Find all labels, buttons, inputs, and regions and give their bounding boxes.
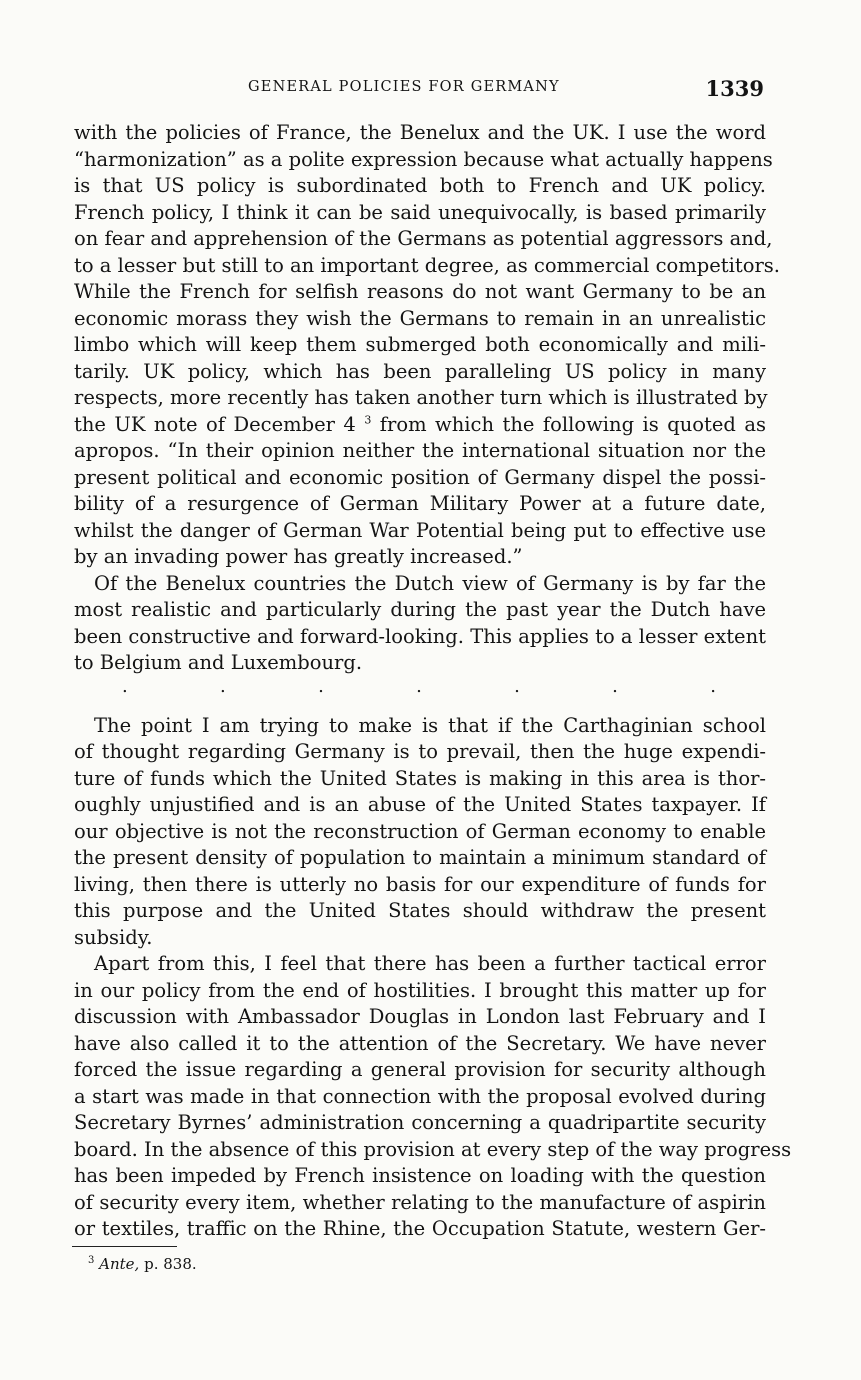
- text-line: most realistic and particularly during the past year the Dutch have: [74, 598, 766, 621]
- ellipsis-dot: .: [220, 675, 226, 697]
- footnote-marker: 3: [88, 1255, 95, 1266]
- text-line: limbo which will keep them submerged both economically and mili-: [74, 333, 766, 356]
- text-line: is that US policy is subordinated both to French and UK policy.: [74, 174, 766, 197]
- text-line: ture of funds which the United States is making in this area is thor-: [74, 766, 766, 790]
- ellipsis-dot: .: [514, 675, 520, 697]
- text-line: While the French for selfish reasons do not want Germany to be an: [74, 280, 766, 303]
- text-line: economic morass they wish the Germans to remain in an unrealistic: [74, 306, 766, 330]
- text-line: discussion with Ambassador Douglas in London last February and I: [74, 1005, 766, 1028]
- text-line: been constructive and forward-looking. This applies to a lesser extent: [74, 624, 766, 648]
- text-segment: from which the following is quoted as: [371, 412, 766, 436]
- text-line: a start was made in that connection with the proposal evolved during: [74, 1084, 766, 1108]
- footnote: [88, 1255, 197, 1273]
- text-line: respects, more recently has taken another turn which is illustrated by: [74, 386, 768, 409]
- ellipsis-dot: .: [122, 675, 128, 697]
- text-line: present political and economic position of Germany dispel the possi-: [74, 465, 766, 489]
- text-line: “harmonization” as a polite expression because what actually happens: [74, 147, 773, 171]
- text-line: on fear and apprehension of the Germans as potential aggressors and,: [74, 227, 773, 250]
- page-header: [0, 76, 861, 104]
- text-line: bility of a resurgence of German Military Power at a future date,: [74, 492, 766, 515]
- footnote-rule: [72, 1246, 177, 1247]
- text-line: with the policies of France, the Benelux and the UK. I use the word: [74, 121, 766, 144]
- paragraph-1: [74, 120, 780, 571]
- text-line: this purpose and the United States should withdraw the present: [74, 899, 766, 922]
- running-head: GENERAL POLICIES FOR GERMANY: [248, 79, 560, 95]
- text-line: our objective is not the reconstruction of German economy to enable: [74, 819, 766, 843]
- text-line: have also called it to the attention of the Secretary. We have never: [74, 1031, 766, 1055]
- ellipsis-dot: .: [416, 675, 422, 697]
- text-segment: the UK note of December 4: [74, 412, 356, 436]
- text-line: to a lesser but still to an important degree, as commercial competitors.: [74, 253, 780, 277]
- text-line: to Belgium and Luxembourg.: [74, 651, 363, 674]
- text-line: of security every item, whether relating to the manufacture of aspirin: [74, 1190, 766, 1214]
- text-line: the present density of population to maintain a minimum standard of: [74, 846, 766, 869]
- text-line: The point I am trying to make is that if the Carthaginian school: [94, 713, 766, 737]
- text-line: living, then there is utterly no basis for our expenditure of funds for: [74, 872, 766, 896]
- text-line: board. In the absence of this provision at every step of the way progress: [74, 1137, 792, 1161]
- ellipsis-dot: .: [612, 675, 618, 697]
- text-line: Of the Benelux countries the Dutch view of Germany is by far the: [94, 571, 766, 595]
- footnote-italic-text: Ante,: [99, 1255, 140, 1273]
- text-line: whilst the danger of German War Potential being put to effective use: [74, 518, 766, 542]
- paragraph-3: [74, 713, 766, 952]
- page-number: 1339: [705, 76, 764, 101]
- text-line: oughly unjustified and is an abuse of the United States taxpayer. If: [74, 793, 766, 816]
- omission-ellipsis: [74, 677, 766, 713]
- text-line: subsidy.: [74, 925, 153, 949]
- text-line: French policy, I think it can be said unequivocally, is based primarily: [74, 200, 766, 224]
- text-line: Secretary Byrnes’ administration concerning a quadripartite security: [74, 1111, 766, 1134]
- paragraph-4: [74, 951, 792, 1243]
- text-line: of thought regarding Germany is to prevail, then the huge expendi-: [74, 740, 766, 763]
- text-line: tarily. UK policy, which has been paralleling US policy in many: [74, 359, 766, 383]
- ellipsis-dot: .: [710, 675, 716, 697]
- text-line: forced the issue regarding a general provision for security although: [74, 1058, 766, 1081]
- text-line: Apart from this, I feel that there has been a further tactical error: [94, 952, 766, 975]
- body-text: [74, 120, 792, 1243]
- text-line: in our policy from the end of hostilities. I brought this matter up for: [74, 978, 766, 1002]
- text-line: or textiles, traffic on the Rhine, the Occupation Statute, western Ger-: [74, 1217, 766, 1240]
- ellipsis-dot: .: [318, 675, 324, 697]
- footnote-text: p. 838.: [139, 1255, 197, 1273]
- text-line: has been impeded by French insistence on loading with the question: [74, 1164, 766, 1187]
- text-line-with-footnote-ref: [74, 412, 766, 439]
- text-line: by an invading power has greatly increased.”: [74, 545, 523, 568]
- paragraph-2: [74, 571, 766, 677]
- footnote-reference: 3: [364, 413, 372, 426]
- text-line: apropos. “In their opinion neither the international situation nor the: [74, 439, 766, 462]
